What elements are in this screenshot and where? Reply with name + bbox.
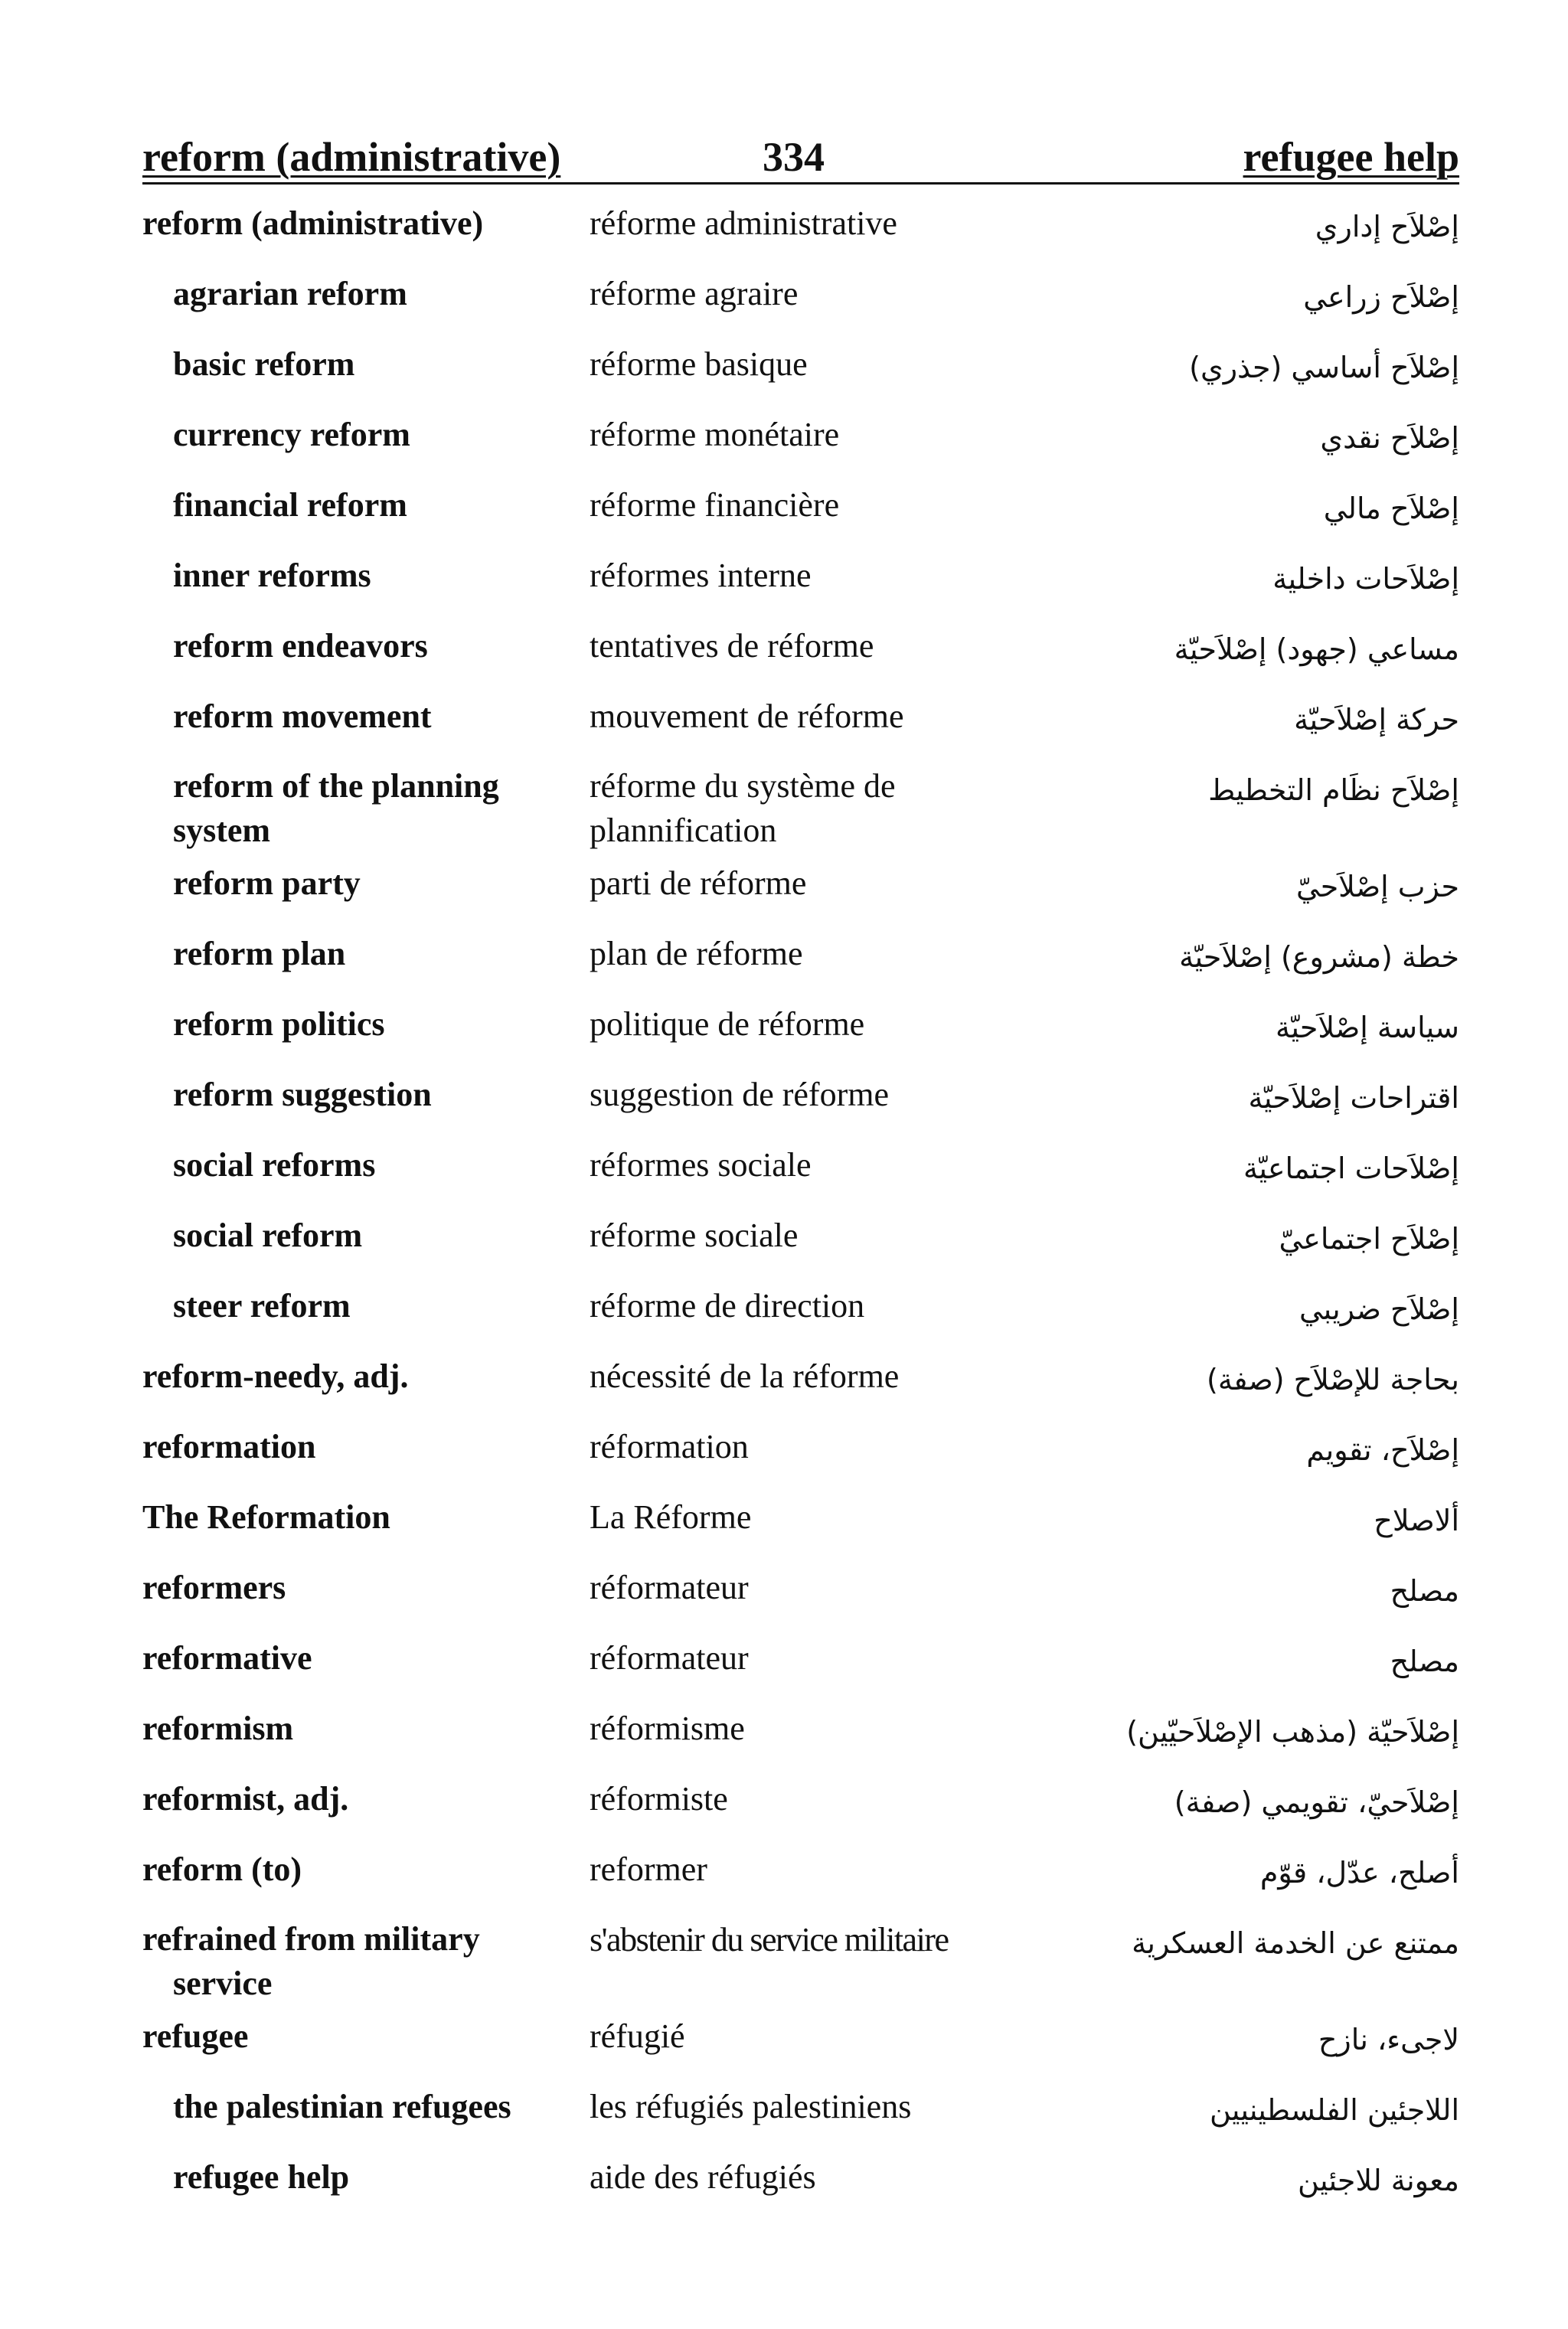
entry-row <box>142 1706 1459 1776</box>
arabic-term: بحاجة للإصْلاَح (صفة) <box>1207 1363 1459 1396</box>
french-term: aide des réfugiés <box>590 2158 816 2196</box>
english-term: reform plan <box>173 935 346 972</box>
arabic-term: إصْلاَح، تقويم <box>1306 1433 1459 1467</box>
english-term: basic reform <box>173 345 355 383</box>
french-term-line: réforme du système de <box>590 767 896 805</box>
entry-list <box>142 201 1459 2225</box>
arabic-term: معونة للاجئين <box>1298 2164 1459 2197</box>
english-term-line: refrained from military <box>142 1920 480 1958</box>
english-term: agrarian reform <box>173 275 407 312</box>
arabic-term: مصلح <box>1390 1645 1459 1678</box>
entry-row <box>142 1072 1459 1142</box>
arabic-term: إصْلاَح نظَام التخطيط <box>1208 773 1459 807</box>
arabic-term: لاجىء، نازح <box>1318 2023 1459 2056</box>
entry-row <box>142 931 1459 1001</box>
header-rule <box>142 182 1459 185</box>
french-term: réformes interne <box>590 557 812 594</box>
entry-row <box>142 553 1459 623</box>
arabic-term: حزب إصْلاَحيّ <box>1296 870 1459 903</box>
arabic-term: إصْلاَح مالي <box>1323 492 1459 525</box>
entry-row <box>142 1917 1459 2014</box>
english-term: social reform <box>173 1217 363 1254</box>
arabic-term: إصْلاَح إداري <box>1315 210 1459 243</box>
entry-row <box>142 1142 1459 1213</box>
english-term <box>173 764 571 853</box>
arabic-term: إصْلاَحات اجتماعيّة <box>1243 1151 1459 1185</box>
french-term: nécessité de la réforme <box>590 1357 900 1395</box>
page-number: 334 <box>763 134 825 180</box>
english-term: steer reform <box>173 1287 351 1325</box>
arabic-term: إصْلاَحيّ، تقويمي (صفة) <box>1174 1785 1459 1819</box>
french-term: réforme monétaire <box>590 416 840 453</box>
arabic-term: ممتنع عن الخدمة العسكرية <box>1132 1926 1459 1960</box>
entry-row <box>142 1847 1459 1917</box>
english-term: reform politics <box>173 1005 385 1043</box>
entry-row <box>142 1776 1459 1847</box>
arabic-term: إصْلاَح اجتماعيّ <box>1279 1222 1459 1256</box>
arabic-term: إصْلاَحات داخلية <box>1272 562 1459 596</box>
arabic-term: حركة إصْلاَحيّة <box>1294 703 1459 737</box>
entry-row <box>142 201 1459 271</box>
french-term-continuation: plannification <box>590 812 777 849</box>
french-term: réforme administrative <box>590 204 897 242</box>
english-term: reform party <box>173 864 361 902</box>
french-term: politique de réforme <box>590 1005 865 1043</box>
arabic-term: إصْلاَح زراعي <box>1303 280 1459 314</box>
entry-row <box>142 623 1459 694</box>
arabic-term: سياسة إصْلاَحيّة <box>1275 1011 1459 1044</box>
english-term: social reforms <box>173 1146 376 1184</box>
entry-row <box>142 2014 1459 2084</box>
arabic-term: إصْلاَح أساسي (جذري) <box>1189 351 1459 384</box>
french-term: réforme financière <box>590 486 840 524</box>
entry-row <box>142 2154 1459 2225</box>
french-term: réformes sociale <box>590 1146 812 1184</box>
entry-row <box>142 1424 1459 1494</box>
english-term: reformation <box>142 1428 316 1465</box>
french-term: les réfugiés palestiniens <box>590 2088 912 2125</box>
entry-row <box>142 271 1459 341</box>
french-term <box>590 764 1064 853</box>
english-term: The Reformation <box>142 1498 390 1536</box>
entry-row <box>142 694 1459 764</box>
english-term-continuation: service <box>173 1965 273 2002</box>
english-term-line: reform of the planning <box>173 767 499 805</box>
french-term: réformateur <box>590 1639 749 1677</box>
french-term: réformiste <box>590 1780 728 1818</box>
french-term: parti de réforme <box>590 864 807 902</box>
arabic-term: مصلح <box>1390 1574 1459 1608</box>
french-term: réfugié <box>590 2017 685 2055</box>
french-term: reformer <box>590 1850 707 1888</box>
entry-row <box>142 2084 1459 2154</box>
entry-row <box>142 1635 1459 1706</box>
french-term: réforme basique <box>590 345 808 383</box>
entry-row <box>142 412 1459 482</box>
english-term: reformers <box>142 1569 286 1606</box>
french-term: tentatives de réforme <box>590 627 874 665</box>
arabic-term: إصْلاَحيّة (مذهب الإصْلاَحيّين) <box>1126 1715 1459 1749</box>
header-last-entry: refugee help <box>1243 134 1459 180</box>
french-term: réformateur <box>590 1569 749 1606</box>
entry-row <box>142 861 1459 931</box>
entry-row <box>142 482 1459 553</box>
arabic-term: أصلح، عدّل، قوّم <box>1259 1856 1459 1890</box>
arabic-term: اقتراحات إصْلاَحيّة <box>1248 1081 1459 1115</box>
entry-row <box>142 1494 1459 1565</box>
french-term: réforme de direction <box>590 1287 865 1325</box>
entry-row <box>142 764 1459 861</box>
english-term: inner reforms <box>173 557 371 594</box>
english-term: reformist, adj. <box>142 1780 349 1818</box>
entry-row <box>142 1213 1459 1283</box>
english-term: reform (administrative) <box>142 204 484 242</box>
english-term: reform (to) <box>142 1850 302 1888</box>
entry-row <box>142 1283 1459 1354</box>
french-term: suggestion de réforme <box>590 1076 889 1113</box>
entry-row <box>142 1001 1459 1072</box>
french-term: plan de réforme <box>590 935 803 972</box>
english-term: reformism <box>142 1710 294 1747</box>
french-term: réforme sociale <box>590 1217 799 1254</box>
english-term: financial reform <box>173 486 407 524</box>
french-term: réforme agraire <box>590 275 799 312</box>
english-term: refugee <box>142 2017 249 2055</box>
header-first-entry: reform (administrative) <box>142 134 561 180</box>
english-term: the palestinian refugees <box>173 2088 511 2125</box>
english-term: refugee help <box>173 2158 350 2196</box>
entry-row <box>142 1354 1459 1424</box>
arabic-term: إصْلاَح نقدي <box>1320 421 1459 455</box>
english-term: reform movement <box>173 697 432 735</box>
french-term: La Réforme <box>590 1498 752 1536</box>
entry-row <box>142 1565 1459 1635</box>
arabic-term: مساعي (جهود) إصْلاَحيّة <box>1174 632 1459 666</box>
arabic-term: خطة (مشروع) إصْلاَحيّة <box>1179 940 1459 974</box>
entry-row <box>142 341 1459 412</box>
arabic-term: ألاصلاح <box>1374 1504 1459 1537</box>
french-term: mouvement de réforme <box>590 697 904 735</box>
arabic-term: اللاجئين الفلسطينيين <box>1209 2093 1459 2127</box>
arabic-term: إصْلاَح ضريبي <box>1298 1292 1459 1326</box>
english-term: reform-needy, adj. <box>142 1357 409 1395</box>
french-term: réformisme <box>590 1710 745 1747</box>
english-term: currency reform <box>173 416 410 453</box>
french-term: réformation <box>590 1428 749 1465</box>
english-term: reform endeavors <box>173 627 428 665</box>
french-term: s'abstenir du service militaire <box>590 1921 949 1958</box>
english-term: reform suggestion <box>173 1076 432 1113</box>
english-term-continuation: system <box>173 812 271 849</box>
english-term <box>142 1917 571 2006</box>
english-term: reformative <box>142 1639 312 1677</box>
